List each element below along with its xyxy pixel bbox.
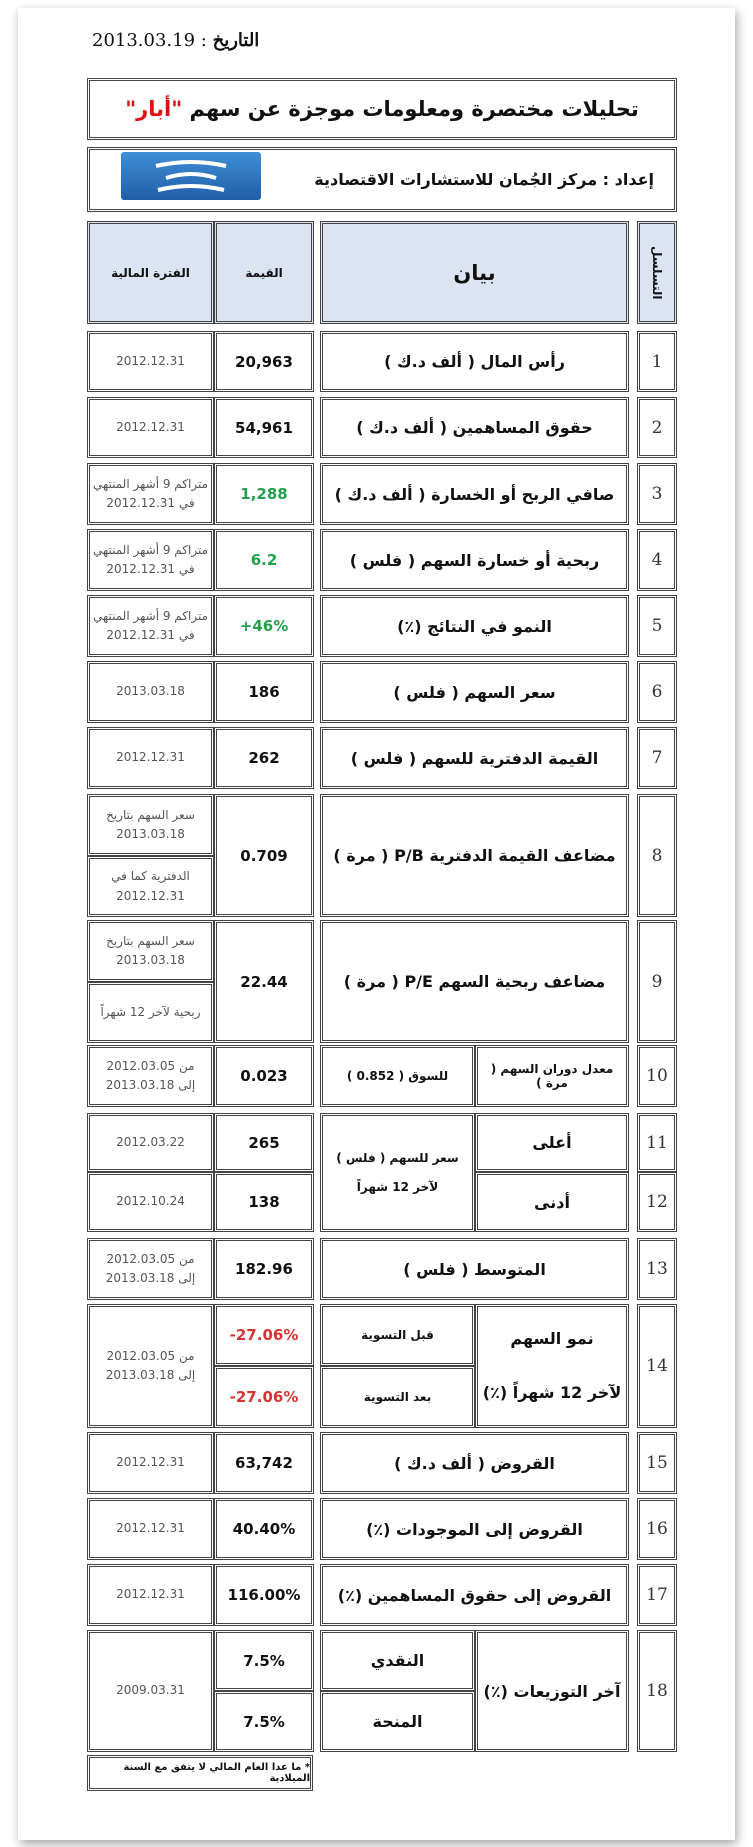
period-text	[106, 1057, 196, 1095]
row-5-index	[637, 595, 677, 657]
period-text-line-1: من 2012.03.05	[106, 1058, 195, 1073]
row-15-value	[214, 1432, 314, 1494]
period-text-line-1: متراكم 9 أشهر المنتهي	[92, 608, 209, 623]
company-logo	[121, 152, 261, 200]
row-6-index	[637, 661, 677, 723]
row-17-period	[87, 1564, 214, 1626]
period-text-line-1: متراكم 9 أشهر المنتهي	[92, 476, 209, 491]
label-text: القيمة الدفترية للسهم ( فلس )	[350, 748, 599, 768]
row-2-label	[320, 397, 629, 458]
value-text: 262	[248, 749, 280, 767]
period-text-line-2: في 2012.12.31	[106, 562, 195, 576]
period-text: 2013.03.18	[116, 684, 185, 699]
row-4-index	[637, 529, 677, 591]
period-text: 2012.10.24	[116, 1194, 185, 1209]
row-1-label	[320, 331, 629, 392]
date-line: التاريخ : 2013.03.19	[92, 30, 260, 51]
row-14-sub-2	[320, 1366, 475, 1428]
period-text	[93, 607, 208, 645]
row-4-period	[87, 529, 214, 591]
row-18-sub-2	[320, 1691, 475, 1752]
label-text: معدل دوران السهم ( مرة )	[490, 1062, 614, 1090]
value-text: 186	[248, 683, 280, 701]
row-4-label	[320, 529, 629, 591]
row-18-index	[637, 1630, 677, 1752]
row-18-period	[87, 1630, 214, 1752]
period-text-line-2: إلى 2013.03.18	[105, 1078, 196, 1092]
index-number: 16	[646, 1519, 668, 1539]
sub-label: بعد التسوية	[363, 1390, 432, 1404]
row-10-label-b	[320, 1045, 475, 1107]
index-number: 3	[651, 484, 663, 504]
sub-label: المنحة	[372, 1712, 423, 1731]
row-14-period	[87, 1304, 214, 1428]
period-text-line-2: في 2012.12.31	[106, 496, 195, 510]
row-10-period	[87, 1045, 214, 1107]
label-text: سعر السهم ( فلس )	[393, 682, 556, 702]
row-16-label	[320, 1498, 629, 1560]
label-text: القروض إلى حقوق المساهمين (٪)	[337, 1585, 612, 1605]
sub-label: قبل التسوية	[361, 1328, 434, 1342]
period-text: 2012.12.31	[116, 419, 185, 434]
row-11-value	[214, 1113, 314, 1172]
label-text: أعلى	[532, 1133, 572, 1152]
row-8-label	[320, 794, 629, 917]
row-12-period	[87, 1172, 214, 1232]
label-text: صافي الربح أو الخسارة ( ألف د.ك )	[334, 484, 615, 504]
row-9-index	[637, 920, 677, 1043]
row-18-value-2	[214, 1691, 314, 1752]
period-text	[111, 867, 190, 905]
label-text: القروض ( ألف د.ك )	[394, 1453, 555, 1473]
shared-label	[336, 1144, 458, 1202]
row-15-index	[637, 1432, 677, 1494]
row-7-period	[87, 727, 214, 789]
row-6-label	[320, 661, 629, 723]
title-stock-name: "أبار"	[125, 97, 183, 121]
label-text: آخر التوزيعات (٪)	[483, 1681, 621, 1701]
value-text: 7.5%	[243, 1651, 285, 1670]
period-text-line-1: سعر السهم بتاريخ	[106, 807, 195, 822]
row-11-label	[475, 1113, 629, 1172]
index-number: 6	[651, 682, 663, 702]
header-index: التسلسل	[637, 221, 677, 324]
row-1-index	[637, 331, 677, 392]
prepared-by-text: إعداد : مركز الجُمان للاستشارات الاقتصادية	[314, 170, 654, 189]
period-text: ربحية لآخر 12 شهراً	[100, 1004, 201, 1019]
row-5-period	[87, 595, 214, 657]
row-3-index	[637, 463, 677, 525]
row-11-index	[637, 1113, 677, 1172]
index-number: 4	[651, 550, 663, 570]
value-text: -27.06%	[229, 1388, 299, 1406]
row-1-period	[87, 331, 214, 392]
row-18-label	[475, 1630, 629, 1752]
label-text: مضاعف القيمة الدفترية P/B ( مرة )	[333, 846, 616, 865]
period-text-line-2: إلى 2013.03.18	[105, 1368, 196, 1382]
footnote-box	[87, 1755, 313, 1791]
row-5-value	[214, 595, 314, 657]
period-text-line-2: 2012.12.31	[116, 888, 185, 903]
logo-mark-icon	[146, 156, 236, 196]
row-6-period	[87, 661, 214, 723]
row-15-label	[320, 1432, 629, 1494]
row-18-value-1	[214, 1630, 314, 1691]
value-text: 182.96	[235, 1260, 293, 1278]
row-16-index	[637, 1498, 677, 1560]
period-text	[106, 1347, 196, 1385]
period-text	[106, 1250, 196, 1288]
row-4-value	[214, 529, 314, 591]
row-10-label-a	[475, 1045, 629, 1107]
label-text: مضاعف ربحية السهم P/E ( مرة )	[343, 972, 606, 991]
row-2-index	[637, 397, 677, 458]
period-text-line-2: 2013.03.18	[116, 953, 185, 967]
value-text: 63,742	[235, 1454, 293, 1472]
value-text: +46%	[239, 617, 289, 635]
period-text-line-1: سعر السهم بتاريخ	[106, 933, 195, 948]
label-text: رأس المال ( ألف د.ك )	[384, 352, 565, 371]
row-14-value-1	[214, 1304, 314, 1366]
period-text-line-1: متراكم 9 أشهر المنتهي	[92, 542, 209, 557]
row-8-value	[214, 794, 314, 917]
row-14-index	[637, 1304, 677, 1428]
shared-label-line-1: سعر للسهم ( فلس )	[336, 1150, 459, 1165]
label-line-1: نمو السهم	[510, 1328, 594, 1348]
date-value: 2013.03.19	[92, 30, 196, 51]
index-number: 5	[651, 616, 663, 636]
row-9-period-a	[87, 920, 214, 982]
row-12-value	[214, 1172, 314, 1232]
row-13-label	[320, 1238, 629, 1300]
index-number: 14	[646, 1356, 668, 1376]
row-12-index	[637, 1172, 677, 1232]
period-text-line-2: في 2012.12.31	[106, 628, 195, 642]
value-text: 138	[248, 1193, 280, 1211]
row-11-12-shared-label	[320, 1113, 475, 1232]
row-16-value	[214, 1498, 314, 1560]
date-label: التاريخ	[212, 30, 260, 51]
row-13-period	[87, 1238, 214, 1300]
label-line-2: لآخر 12 شهراً (٪)	[482, 1383, 622, 1402]
row-14-label	[475, 1304, 629, 1428]
label-text: حقوق المساهمين ( ألف د.ك )	[356, 418, 593, 437]
row-2-period	[87, 397, 214, 458]
header-value: القيمة	[214, 221, 314, 324]
row-13-index	[637, 1238, 677, 1300]
row-18-sub-1	[320, 1630, 475, 1691]
period-text-line-2: إلى 2013.03.18	[105, 1271, 196, 1285]
index-number: 9	[651, 971, 663, 992]
value-text: 22.44	[240, 972, 288, 991]
value-text: 7.5%	[243, 1712, 285, 1731]
index-number: 1	[651, 351, 663, 372]
footnote: * ما عدا العام المالي لا يتفق مع السنة الميلادية	[123, 1762, 310, 1784]
row-16-period	[87, 1498, 214, 1560]
title-text: تحليلات مختصرة ومعلومات موجزة عن سهم	[189, 97, 639, 121]
period-text-line-1: من 2012.03.05	[106, 1348, 195, 1363]
label-text: المتوسط ( فلس )	[403, 1259, 546, 1279]
value-text: 0.709	[240, 846, 288, 865]
index-number: 10	[646, 1066, 668, 1086]
period-text	[93, 541, 208, 579]
label-text: للسوق ( 0.852 )	[346, 1069, 449, 1083]
row-6-value	[214, 661, 314, 723]
row-13-value	[214, 1238, 314, 1300]
row-10-value	[214, 1045, 314, 1107]
value-text: 1,288	[240, 485, 288, 503]
value-text: -27.06%	[229, 1326, 299, 1344]
row-8-index	[637, 794, 677, 917]
header-period: الفترة المالية	[87, 221, 214, 324]
row-11-period	[87, 1113, 214, 1172]
index-number: 13	[646, 1259, 668, 1279]
label-text: النمو في النتائج (٪)	[397, 616, 552, 636]
row-3-period	[87, 463, 214, 525]
period-text: 2012.12.31	[116, 353, 185, 368]
label-text: أدنى	[534, 1192, 570, 1212]
value-text: 6.2	[250, 551, 278, 569]
title-box	[87, 78, 677, 140]
row-3-label	[320, 463, 629, 525]
sub-label: النقدي	[370, 1651, 425, 1670]
index-number: 15	[646, 1453, 668, 1473]
row-10-index	[637, 1045, 677, 1107]
row-7-value	[214, 727, 314, 789]
row-9-value	[214, 920, 314, 1043]
row-14-sub-1	[320, 1304, 475, 1366]
period-text: 2012.03.22	[116, 1134, 185, 1149]
period-text: 2012.12.31	[116, 1455, 185, 1470]
period-text	[106, 932, 195, 970]
row-8-period-b	[87, 856, 214, 917]
row-17-index	[637, 1564, 677, 1626]
shared-label-line-2: لآخر 12 شهراً	[356, 1179, 439, 1194]
index-number: 12	[646, 1192, 668, 1212]
label-text: القروض إلى الموجودات (٪)	[366, 1519, 583, 1539]
index-number: 11	[646, 1132, 668, 1153]
period-text: 2009.03.31	[116, 1683, 185, 1698]
row-12-label	[475, 1172, 629, 1232]
period-text-line-1: الدفترية كما في	[111, 869, 190, 884]
index-number: 18	[646, 1681, 668, 1701]
row-17-value	[214, 1564, 314, 1626]
page-title	[125, 97, 639, 121]
index-number: 8	[651, 845, 663, 866]
row-1-value	[214, 331, 314, 392]
row-5-label	[320, 595, 629, 657]
header-desc: بيان	[320, 221, 629, 324]
value-text: 40.40%	[232, 1520, 296, 1538]
index-number: 7	[651, 748, 663, 768]
label-text	[483, 1312, 622, 1421]
period-text: 2012.12.31	[116, 1587, 185, 1602]
value-text: 0.023	[240, 1067, 288, 1085]
value-text: 265	[248, 1133, 280, 1152]
row-7-index	[637, 727, 677, 789]
row-14-value-2	[214, 1366, 314, 1428]
row-15-period	[87, 1432, 214, 1494]
period-text: 2012.12.31	[116, 750, 185, 765]
period-text	[93, 475, 208, 513]
period-text	[106, 806, 195, 844]
row-3-value	[214, 463, 314, 525]
index-number: 17	[646, 1585, 668, 1605]
period-text-line-1: من 2012.03.05	[106, 1251, 195, 1266]
period-text: 2012.12.31	[116, 1521, 185, 1536]
row-9-period-b	[87, 982, 214, 1043]
row-17-label	[320, 1564, 629, 1626]
row-7-label	[320, 727, 629, 789]
label-text: ربحية أو خسارة السهم ( فلس )	[349, 550, 600, 570]
row-8-period-a	[87, 794, 214, 856]
row-2-value	[214, 397, 314, 458]
index-number: 2	[651, 417, 663, 438]
period-text-line-2: 2013.03.18	[116, 827, 185, 841]
value-text: 54,961	[235, 418, 293, 437]
row-9-label	[320, 920, 629, 1043]
value-text: 116.00%	[227, 1586, 301, 1604]
value-text: 20,963	[235, 352, 293, 371]
